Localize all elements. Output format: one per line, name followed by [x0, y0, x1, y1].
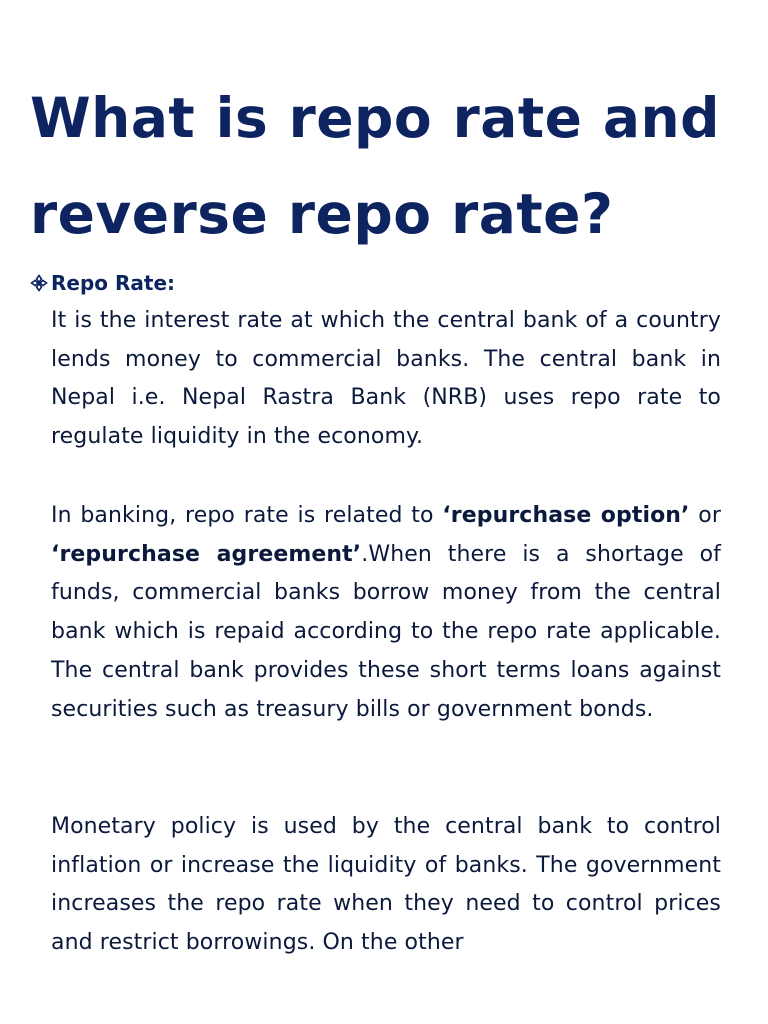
term-repurchase-agreement: ‘repurchase agreement’ [51, 541, 362, 567]
term-repurchase-option: ‘repurchase option’ [442, 503, 690, 528]
paragraph-monetary-policy: Monetary policy is used by the central bank to control inflation or increase the liquidity of banks. The government increases the repo rate when they need to control prices and restrict borrowings. On the other [51, 814, 721, 956]
section-heading-label: Repo Rate: [51, 271, 176, 295]
four-diamond-bullet-icon [30, 274, 48, 292]
paragraph-banking-text-end: .When there is a shortage of funds, commercial banks borrow money from the central bank which is repaid according to the repo rate applicable. The central bank provides these short terms loans against securities such as treasury bills or government bonds. [51, 541, 721, 722]
paragraph-banking-text-start: In banking, repo rate is related to [51, 503, 443, 528]
paragraph-banking [51, 497, 721, 729]
page-title-line-2: reverse repo rate? [30, 182, 614, 246]
paragraph-banking-text-or: or [689, 503, 721, 528]
page-title [30, 70, 720, 262]
section-heading-repo-rate [30, 268, 175, 298]
paragraph-definition: It is the interest rate at which the central bank of a country lends money to commercial banks. The central bank in Nepal i.e. Nepal Rastra Bank (NRB) uses repo rate to regulate liquidity in the economy. [51, 308, 721, 450]
page-title-line-1: What is repo rate and [30, 86, 720, 150]
